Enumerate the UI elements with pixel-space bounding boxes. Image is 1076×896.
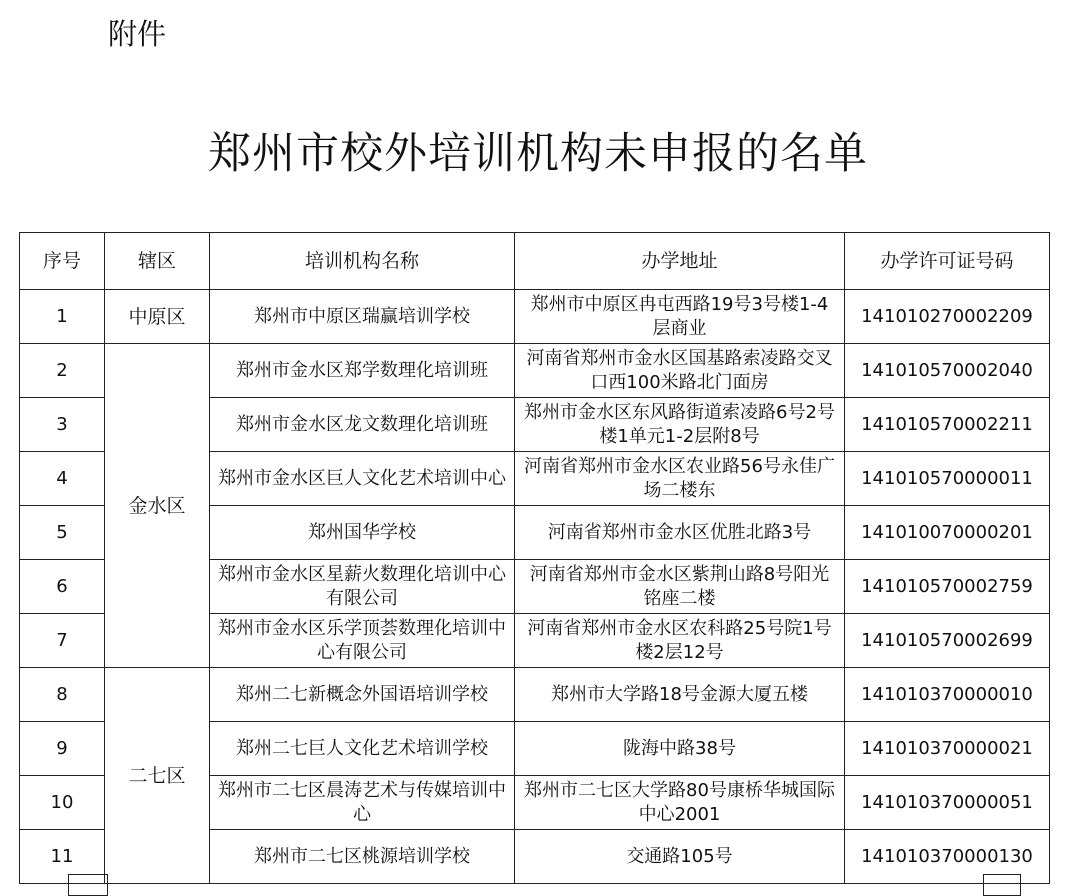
row-license: 141010070000201 xyxy=(845,506,1050,560)
header-district: 辖区 xyxy=(105,233,210,290)
page-edge-mark-left xyxy=(68,874,108,896)
row-license: 141010270002209 xyxy=(845,290,1050,344)
row-address: 河南省郑州市金水区优胜北路3号 xyxy=(515,506,845,560)
row-license: 141010570002040 xyxy=(845,344,1050,398)
row-seq: 8 xyxy=(20,668,105,722)
row-name: 郑州市金水区巨人文化艺术培训中心 xyxy=(210,452,515,506)
row-seq: 6 xyxy=(20,560,105,614)
row-license: 141010370000021 xyxy=(845,722,1050,776)
row-name: 郑州市金水区星薪火数理化培训中心有限公司 xyxy=(210,560,515,614)
row-license: 141010370000130 xyxy=(845,830,1050,884)
row-seq: 2 xyxy=(20,344,105,398)
table-header-row xyxy=(20,233,1050,290)
attachment-label: 附件 xyxy=(108,17,167,51)
table-row xyxy=(20,290,1050,344)
row-name: 郑州市金水区郑学数理化培训班 xyxy=(210,344,515,398)
row-name: 郑州市金水区乐学顶荟数理化培训中心有限公司 xyxy=(210,614,515,668)
row-license: 141010570002211 xyxy=(845,398,1050,452)
row-license: 141010570002699 xyxy=(845,614,1050,668)
row-address: 郑州市金水区东风路街道索凌路6号2号楼1单元1-2层附8号 xyxy=(515,398,845,452)
page-title: 郑州市校外培训机构未申报的名单 xyxy=(208,129,868,179)
page-edge-mark-right xyxy=(983,874,1021,896)
row-license: 141010370000051 xyxy=(845,776,1050,830)
row-name: 郑州市二七区桃源培训学校 xyxy=(210,830,515,884)
row-seq: 11 xyxy=(20,830,105,884)
district-cell: 中原区 xyxy=(105,290,210,344)
row-address: 河南省郑州市金水区紫荆山路8号阳光铭座二楼 xyxy=(515,560,845,614)
row-license: 141010370000010 xyxy=(845,668,1050,722)
header-name: 培训机构名称 xyxy=(210,233,515,290)
row-seq: 10 xyxy=(20,776,105,830)
table-row xyxy=(20,344,1050,398)
row-address: 陇海中路38号 xyxy=(515,722,845,776)
row-address: 交通路105号 xyxy=(515,830,845,884)
row-address: 郑州市二七区大学路80号康桥华城国际中心2001 xyxy=(515,776,845,830)
row-seq: 7 xyxy=(20,614,105,668)
row-name: 郑州市金水区龙文数理化培训班 xyxy=(210,398,515,452)
row-seq: 5 xyxy=(20,506,105,560)
row-name: 郑州市中原区瑞赢培训学校 xyxy=(210,290,515,344)
row-seq: 4 xyxy=(20,452,105,506)
row-license: 141010570000011 xyxy=(845,452,1050,506)
row-address: 郑州市中原区冉屯西路19号3号楼1-4层商业 xyxy=(515,290,845,344)
row-license: 141010570002759 xyxy=(845,560,1050,614)
district-cell: 二七区 xyxy=(105,668,210,884)
table-row xyxy=(20,668,1050,722)
institution-table xyxy=(19,232,1050,884)
row-name: 郑州二七新概念外国语培训学校 xyxy=(210,668,515,722)
district-cell: 金水区 xyxy=(105,344,210,668)
row-seq: 1 xyxy=(20,290,105,344)
row-name: 郑州二七巨人文化艺术培训学校 xyxy=(210,722,515,776)
row-seq: 3 xyxy=(20,398,105,452)
header-license: 办学许可证号码 xyxy=(845,233,1050,290)
row-name: 郑州市二七区晨涛艺术与传媒培训中心 xyxy=(210,776,515,830)
row-address: 河南省郑州市金水区国基路索凌路交叉口西100米路北门面房 xyxy=(515,344,845,398)
row-address: 郑州市大学路18号金源大厦五楼 xyxy=(515,668,845,722)
header-seq: 序号 xyxy=(20,233,105,290)
row-address: 河南省郑州市金水区农科路25号院1号楼2层12号 xyxy=(515,614,845,668)
row-seq: 9 xyxy=(20,722,105,776)
header-address: 办学地址 xyxy=(515,233,845,290)
row-name: 郑州国华学校 xyxy=(210,506,515,560)
row-address: 河南省郑州市金水区农业路56号永佳广场二楼东 xyxy=(515,452,845,506)
